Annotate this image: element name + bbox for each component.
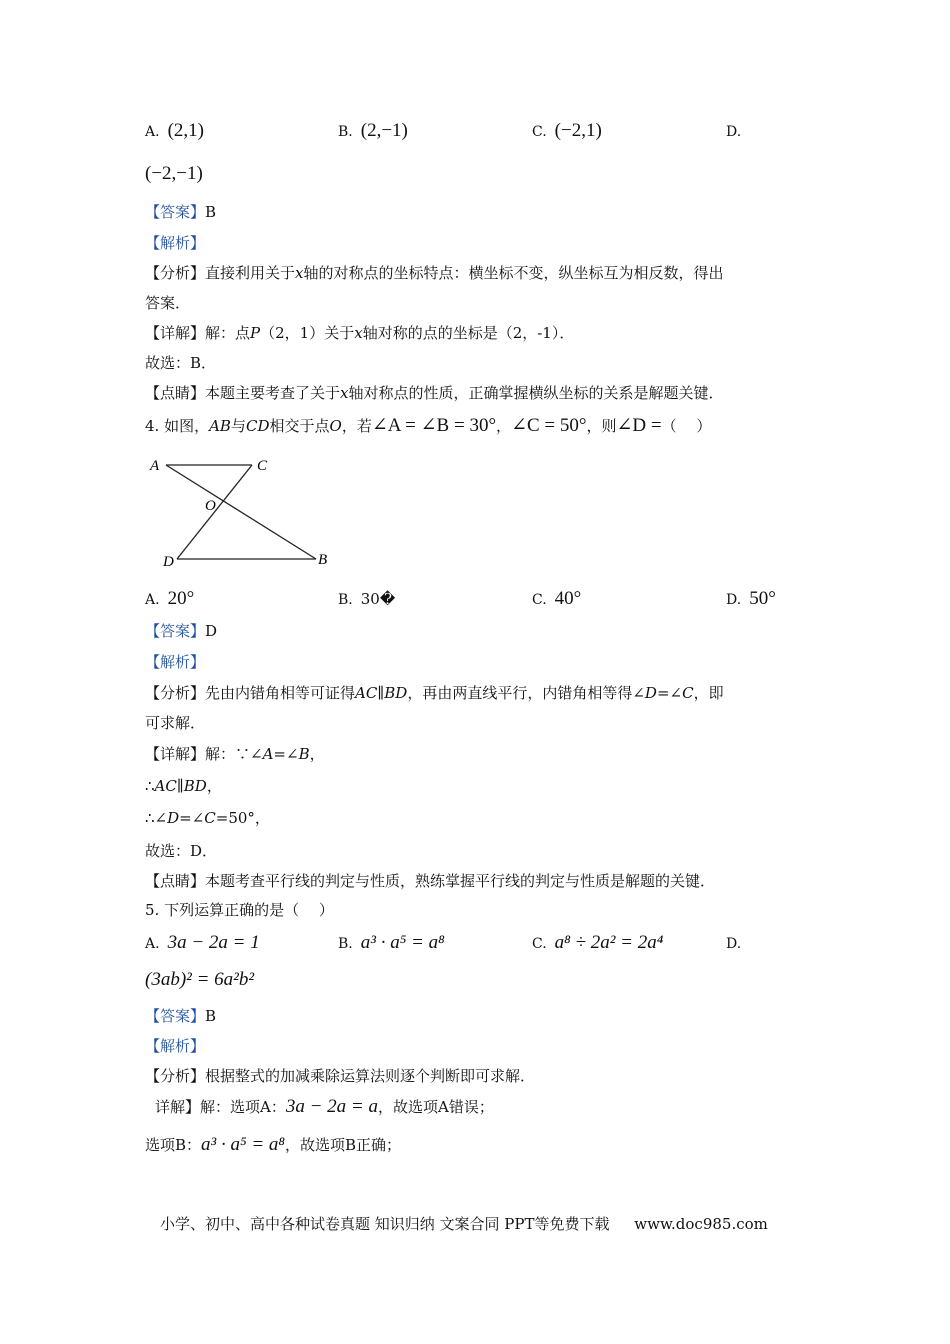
q3-answer: 【答案】B	[145, 203, 217, 221]
q4-option-a: A. 20°	[145, 588, 195, 609]
q4-option-b: B. 30�	[338, 590, 396, 608]
q4-option-d: D. 50°	[726, 588, 776, 609]
q5-option-b-explain: 选项B：a³ · a⁵ = a⁸，故选项B正确；	[145, 1134, 402, 1155]
q3-option-d-label: D.	[726, 124, 742, 140]
point-label-c: C	[257, 458, 268, 474]
q5-option-d-value: (3ab)² = 6a²b²	[145, 969, 255, 990]
footer-site-link[interactable]: www.doc985.com	[634, 1215, 768, 1233]
point-label-a: A	[150, 458, 160, 474]
q3-option-d-value: (−2,−1)	[145, 163, 203, 184]
q5-detail: 详解】解：选项A：3a − 2a = a，故选项A错误；	[155, 1096, 494, 1117]
q5-option-d-label: D.	[726, 936, 742, 952]
q3-choose: 故选：B．	[145, 354, 217, 372]
q4-geometry-figure	[140, 450, 350, 575]
q5-answer: 【答案】B	[145, 1007, 217, 1025]
q3-detail: 【详解】解：点P（2，1）关于x轴对称的点的坐标是（2，-1）．	[145, 324, 575, 342]
page-footer	[160, 1213, 768, 1234]
q4-comment: 【点睛】本题考查平行线的判定与性质，熟练掌握平行线的判定与性质是解题的关键．	[145, 872, 716, 890]
q5-analysis-heading: 【解析】	[145, 1037, 206, 1055]
footer-promo-text: 小学、初中、高中各种试卷真题 知识归纳 文案合同 PPT等免费下载	[160, 1215, 610, 1233]
q5-option-c: C. a⁸ ÷ 2a² = 2a⁴	[532, 932, 664, 953]
q5-fenxi: 【分析】根据整式的加减乘除运算法则逐个判断即可求解．	[145, 1067, 536, 1085]
q4-option-c: C. 40°	[532, 588, 582, 609]
q4-stem: 4. 如图，AB与CD相交于点O，若∠A = ∠B = 30°，∠C = 50°，则∠D =（ ）	[145, 415, 712, 436]
q4-analysis-heading: 【解析】	[145, 653, 206, 671]
q3-comment: 【点睛】本题主要考查了关于x轴对称点的性质，正确掌握横纵坐标的关系是解题关键．	[145, 384, 724, 402]
point-label-o: O	[205, 498, 216, 514]
q3-option-b: B. (2,−1)	[338, 120, 408, 141]
q4-choose: 故选：D．	[145, 842, 218, 860]
q4-step-2: ∴AC∥BD，	[145, 777, 222, 795]
q3-fenxi-cont: 答案．	[145, 294, 191, 312]
q5-option-b: B. a³ · a⁵ = a⁸	[338, 932, 445, 953]
q4-step-3: ∴∠D=∠C=50°，	[145, 809, 270, 827]
q5-option-a: A. 3a − 2a = 1	[145, 932, 260, 953]
q3-analysis-heading: 【解析】	[145, 234, 206, 252]
q3-option-c: C. (−2,1)	[532, 120, 602, 141]
q4-detail: 【详解】解：∵∠A=∠B，	[145, 745, 325, 763]
point-label-d: D	[163, 554, 174, 570]
q4-fenxi: 【分析】先由内错角相等可证得AC∥BD，再由两直线平行，内错角相等得∠D=∠C，即	[145, 684, 724, 702]
q4-answer: 【答案】D	[145, 622, 218, 640]
point-label-b: B	[318, 552, 328, 568]
q3-fenxi: 【分析】直接利用关于x轴的对称点的坐标特点：横坐标不变，纵坐标互为相反数，得出	[145, 264, 724, 282]
q4-fenxi-cont: 可求解．	[145, 714, 206, 732]
q5-stem: 5. 下列运算正确的是（ ）	[145, 901, 334, 919]
q3-option-a: A. (2,1)	[145, 120, 204, 141]
